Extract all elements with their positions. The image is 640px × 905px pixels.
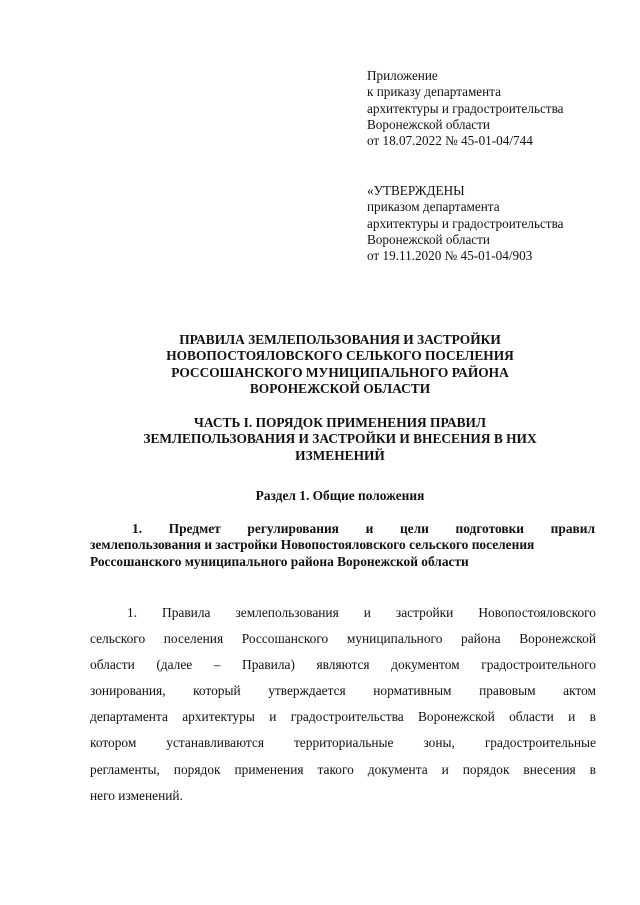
part-title-line: ИЗМЕНЕНИЙ (295, 447, 385, 463)
approved-line: «УТВЕРЖДЕНЫ (367, 183, 465, 198)
body-paragraph (90, 600, 596, 809)
part-title-line: ЧАСТЬ I. ПОРЯДОК ПРИМЕНЕНИЯ ПРАВИЛ (194, 415, 486, 430)
document-title-line: РОССОШАНСКОГО МУНИЦИПАЛЬНОГО РАЙОНА (171, 364, 509, 380)
document-title (90, 332, 590, 397)
approved-stamp (367, 183, 563, 264)
article-title-line: землепользования и застройки Новопостояловского сельского поселения (90, 537, 535, 553)
article-title (90, 521, 595, 570)
appendix-line: Приложение (367, 68, 438, 83)
approved-line: Воронежской области (367, 231, 490, 247)
document-title-line: НОВОПОСТОЯЛОВСКОГО СЕЛЬКОГО ПОСЕЛЕНИЯ (166, 348, 514, 364)
body-line: департамента архитектуры и градостроительства Воронежской области и в (90, 709, 596, 725)
body-line: зонирования, который утверждается нормативным правовым актом (90, 683, 596, 699)
article-title-line: 1. Предмет регулирования и цели подготовки правил (132, 521, 595, 536)
body-line: котором устанавливаются территориальные зоны, градостроительные (90, 735, 596, 751)
part-title (90, 415, 590, 464)
part-title-line: ЗЕМЛЕПОЛЬЗОВАНИЯ И ЗАСТРОЙКИ И ВНЕСЕНИЯ В НИХ (143, 431, 537, 447)
approved-line: приказом департамента (367, 199, 500, 215)
appendix-line: Воронежской области (367, 116, 490, 132)
document-title-line: ВОРОНЕЖСКОЙ ОБЛАСТИ (249, 380, 431, 396)
body-line: регламенты, порядок применения такого документа и порядок внесения в (90, 761, 596, 777)
appendix-line: архитектуры и градостроительства (367, 100, 564, 116)
appendix-line: от 18.07.2022 № 45-01-04/744 (367, 133, 533, 149)
body-line: 1. Правила землепользования и застройки Новопостояловского (127, 605, 596, 620)
approved-line: от 19.11.2020 № 45-01-04/903 (367, 248, 533, 264)
body-line: сельского поселения Россошанского муниципального района Воронежской (90, 631, 596, 647)
body-line: области (далее – Правила) являются документом градостроительного (90, 657, 596, 673)
appendix-stamp (367, 68, 563, 149)
body-line: него изменений. (90, 787, 183, 803)
document-title-line: ПРАВИЛА ЗЕМЛЕПОЛЬЗОВАНИЯ И ЗАСТРОЙКИ (179, 332, 501, 347)
section-title: Раздел 1. Общие положения (255, 488, 425, 503)
approved-line: архитектуры и градостроительства (367, 215, 564, 231)
appendix-line: к приказу департамента (367, 84, 501, 100)
article-title-line: Россошанского муниципального района Воронежской области (90, 553, 469, 569)
